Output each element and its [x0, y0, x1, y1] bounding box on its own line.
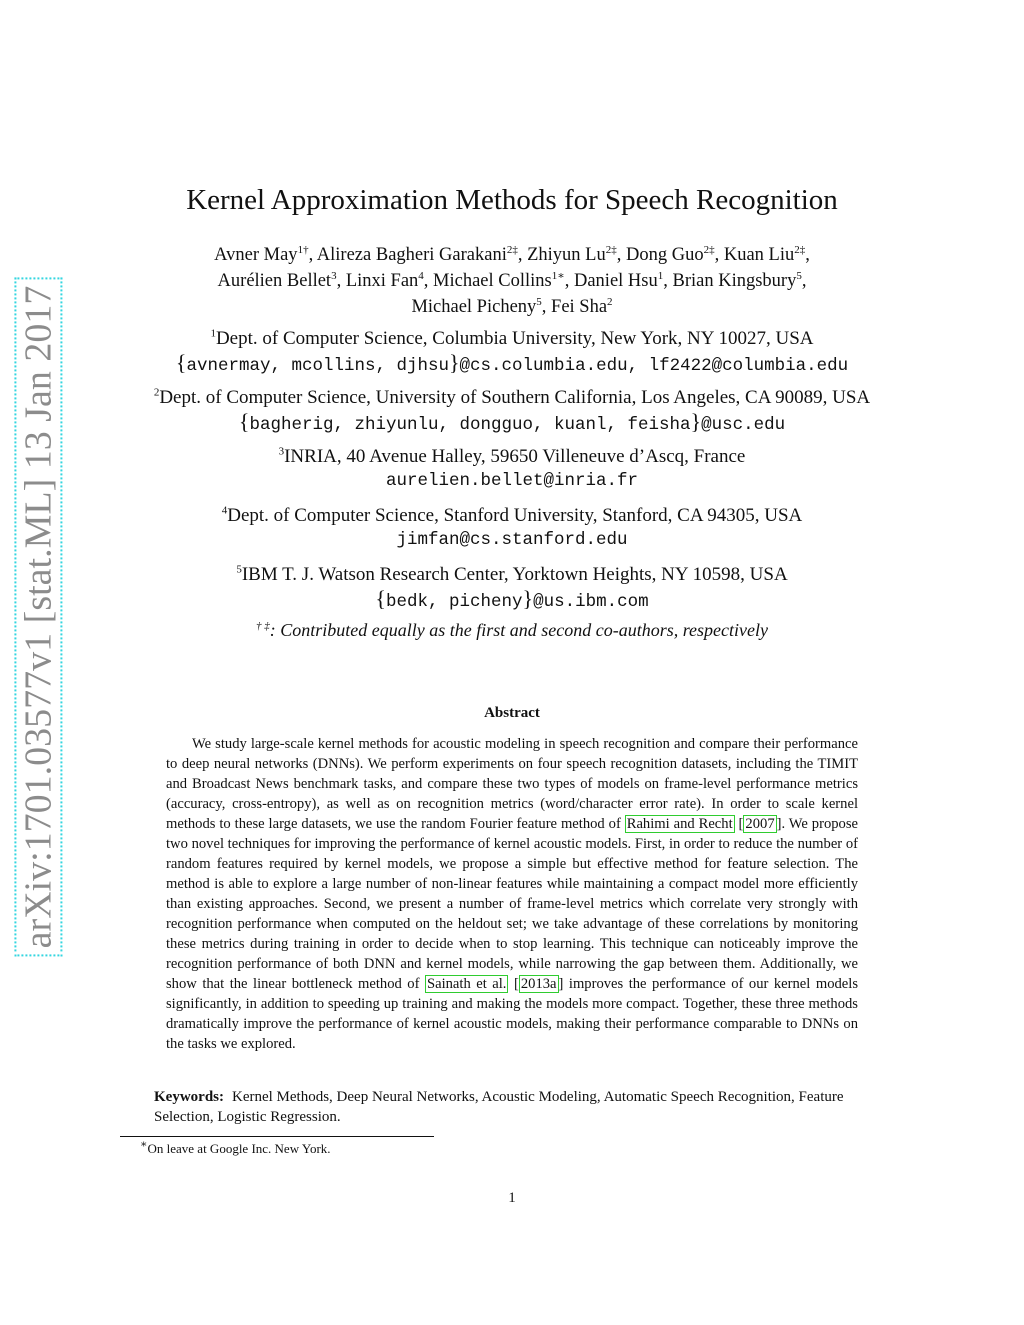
author-name: Michael Collins — [433, 271, 552, 291]
author-sup: 1† — [297, 243, 309, 256]
author-sup: 2‡ — [605, 243, 617, 256]
affiliation-email: jimfan@cs.stanford.edu — [396, 530, 628, 550]
affiliation-email: aurelien.bellet@inria.fr — [385, 471, 639, 491]
author-sup: 1 — [657, 269, 664, 282]
keywords-text: Kernel Methods, Deep Neural Networks, Acoustic Modeling, Automatic Speech Recognition, Feature Selection, Logistic Regression. — [154, 1089, 844, 1125]
author-sup: 4 — [418, 269, 424, 282]
citation-link-sainath[interactable]: Sainath et al. — [426, 976, 507, 992]
author-line-1: Avner May$^{1\dagger}$, Alireza Bagheri Garakani$^{2\ddagger}$, Zhiyun $Lu^{2\ddagger}$, Dong Guo$^{2\ddagger}$, Kuan Liu$^{2\ddagger}$, — [214, 243, 810, 265]
affiliation-4 — [0, 503, 1024, 552]
affiliation-number: 3 — [278, 445, 285, 458]
author-sup: 3 — [331, 269, 337, 282]
author-sup: 5 — [536, 295, 542, 308]
affiliation-5 — [0, 562, 1024, 614]
author-line-3: Michael Picheny$^5$, Fei Sha$^2$ — [411, 295, 613, 317]
citation-year-link[interactable]: 2013a — [520, 976, 557, 992]
affiliation-text: INRIA, 40 Avenue Halley, 59650 Villeneuve d’Ascq, France — [284, 446, 746, 467]
keywords-label: Keywords: — [154, 1089, 224, 1105]
author-line-2: Aurélien Bellet$^3$, Linxi Fan$^4$, Michael Collins$^{1∗}$, Daniel Hsu$^1$, Brian Kingsbury$^5$, — [217, 269, 807, 291]
author-name: Brian Kingsbury — [672, 271, 797, 291]
dagger-symbols: † ‡ — [256, 620, 270, 632]
affiliation-number: 1 — [210, 327, 216, 340]
author-name: Avner May — [214, 245, 298, 265]
author-name: Aurélien Bellet — [217, 271, 332, 291]
author-name: Zhiyun Lu — [527, 245, 606, 265]
page-number: 1 — [508, 1190, 516, 1206]
affiliation-2 — [0, 385, 1024, 437]
affiliation-number: 4 — [221, 504, 228, 517]
affiliation-number: 5 — [236, 563, 242, 576]
citation-link-rahimi-recht[interactable]: Rahimi and Recht — [626, 816, 733, 832]
arxiv-id-link[interactable]: arXiv:1701.03577v1 [stat.ML] 13 Jan 2017 — [14, 278, 62, 957]
affiliation-emails: {avnermay, mcollins, djhsu}@cs.columbia.edu, lf2422@columbia.edu — [175, 350, 849, 376]
author-sup: 5 — [796, 269, 802, 282]
affiliation-text: IBM T. J. Watson Research Center, Yorktown Heights, NY 10598, USA — [241, 564, 788, 585]
author-name: Dong Guo — [625, 245, 704, 265]
author-list — [140, 242, 884, 320]
footnote — [140, 1138, 331, 1157]
affiliation-number: 2 — [153, 386, 160, 399]
author-name: Michael Picheny — [411, 297, 537, 317]
footnote-mark: ∗ — [140, 1138, 148, 1151]
affiliation-1 — [0, 326, 1024, 378]
abstract-body: We study large-scale kernel methods for acoustic modeling in speech recognition and compare their performance to deep neural networks (DNNs). We perform experiments on four speech recognition datasets, including the TIMIT and Broadcast News benchmark tasks, and compare these two types of models on frame-level performance metrics (accuracy, cross-entropy), as well as on recognition metrics (word/character error rate). In order to scale kernel methods to these large datasets, we use the random Fourier feature method of Rahimi and Recht [ 2007 ]. We propose two novel techniques for improving the performance of kernel acoustic models. First, in order to reduce the number of random features required by kernel models, we propose a simple but effective method for feature selection. The method is able to explore a large number of non-linear features while maintaining a compact model more efficiently than existing approaches. Second, we present a number of frame-level metrics which correlate very strongly with recognition performance when computed on the heldout set; we take advantage of these correlations by monitoring these metrics during training in order to decide when to stop learning. This technique can noticeably improve the recognition performance of both DNN and kernel models, while narrowing the gap between them. Additionally, we show that the linear bottleneck method of Sainath et al. [ 2013a ] improves the performance of our kernel models significantly, in addition to speeding up training and making the models more compact. Together, these three methods dramatically improve the performance of kernel acoustic models, making their performance comparable to DNNs on the tasks we explored. — [166, 736, 858, 1052]
author-name: Linxi Fan — [345, 271, 419, 291]
affiliation-text: Dept. of Computer Science, Stanford University, Stanford, CA 94305, USA — [227, 505, 803, 526]
affiliation-text: Dept. of Computer Science, Columbia University, New York, NY 10027, USA — [215, 328, 814, 349]
footnote-rule — [120, 1136, 434, 1137]
author-sup: 2‡ — [703, 243, 715, 256]
citation-year-link[interactable]: 2007 — [745, 816, 775, 832]
affiliation-emails: {bedk, picheny}@us.ibm.com — [375, 586, 649, 612]
paper-title: Kernel Approximation Methods for Speech Recognition — [186, 184, 838, 216]
author-name: Kuan Liu — [723, 245, 795, 265]
affiliation-emails: {bagherig, zhiyunlu, dongguo, kuanl, feisha}@usc.edu — [238, 409, 786, 435]
equal-contribution-note: † ‡: Contributed equally as the first and second co-authors, respectively — [256, 620, 768, 640]
footnote-text: On leave at Google Inc. New York. — [147, 1141, 331, 1156]
author-name: Daniel Hsu — [573, 271, 658, 291]
keywords — [154, 1087, 870, 1127]
affiliation-text: Dept. of Computer Science, University of Southern California, Los Angeles, CA 90089, USA — [159, 387, 871, 408]
author-sup: 2‡ — [794, 243, 806, 256]
author-sup: 2‡ — [506, 243, 518, 256]
author-name: Fei Sha — [551, 297, 608, 317]
author-sup: 1∗ — [551, 269, 565, 282]
affiliation-3 — [0, 444, 1024, 493]
author-name: Alireza Bagheri Garakani — [316, 245, 507, 265]
abstract-heading: Abstract — [484, 705, 540, 721]
author-sup: 2 — [607, 295, 613, 308]
